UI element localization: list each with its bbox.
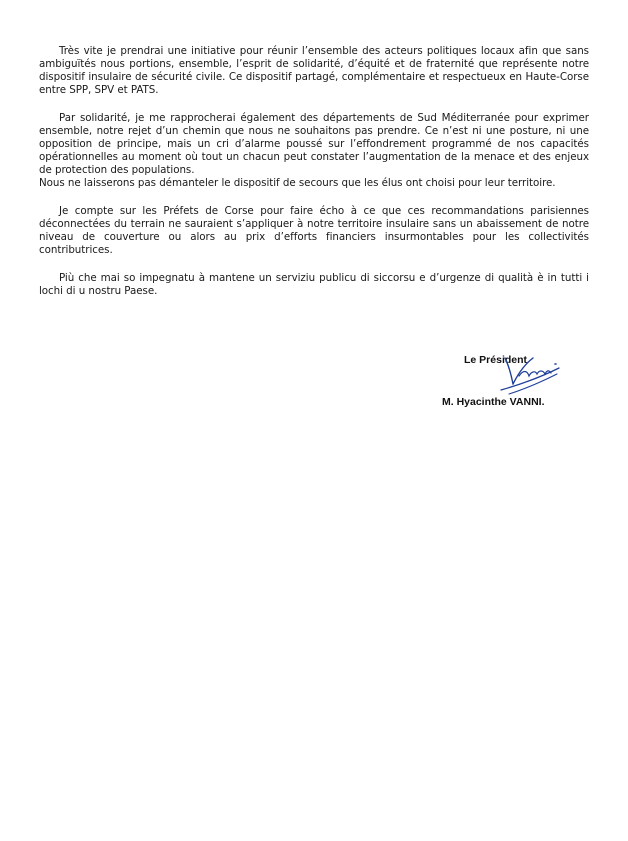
paragraph-initiative: Très vite je prendrai une initiative pour réunir l’ensemble des acteurs politiques locaux afin que sans ambiguïtés nous portions, ensemble, l’esprit de solidarité, d’équité et de fraternité que représente notre dispositif insulaire de sécurité civile. Ce dispositif partagé, complémentaire et respectueux en Haute-Corse entre SPP, SPV et PATS. <box>39 45 589 96</box>
signatory-title: Le Président <box>464 354 528 366</box>
paragraph-solidarity: Par solidarité, je me rapprocherai également des départements de Sud Méditerranée pour exprimer ensemble, notre rejet d’un chemin que nous ne souhaitons pas prendre. Ce n’est ni une posture, ni une opposition de principe, mais un cri d’alarme poussé sur l’effondrement programmé de nos capacités opérationnelles au moment où tout un chacun peut constater l’augmentation de la menace et des enjeux de protection des populations. <box>39 112 589 176</box>
paragraph-prefects: Je compte sur les Préfets de Corse pour faire écho à ce que ces recommandations parisiennes déconnectées du terrain ne sauraient s’appliquer à notre territoire insulaire sans un abaissement de notre niveau de couverture ou alors au prix d’efforts financiers insurmontables pour les collectivités contributrices. <box>39 205 589 256</box>
signature-block <box>400 352 590 412</box>
signatory-name: M. Hyacinthe VANNI. <box>442 396 545 408</box>
letter-body <box>39 45 589 313</box>
handwritten-signature <box>495 352 565 396</box>
paragraph-refusal: Nous ne laisserons pas démanteler le dispositif de secours que les élus ont choisi pour leur territoire. <box>39 177 556 189</box>
paragraph-corsican: Più che mai so impegnatu à mantene un serviziu publicu di siccorsu e d’urgenze di qualità è in tutti i lochi di u nostru Paese. <box>39 272 589 297</box>
